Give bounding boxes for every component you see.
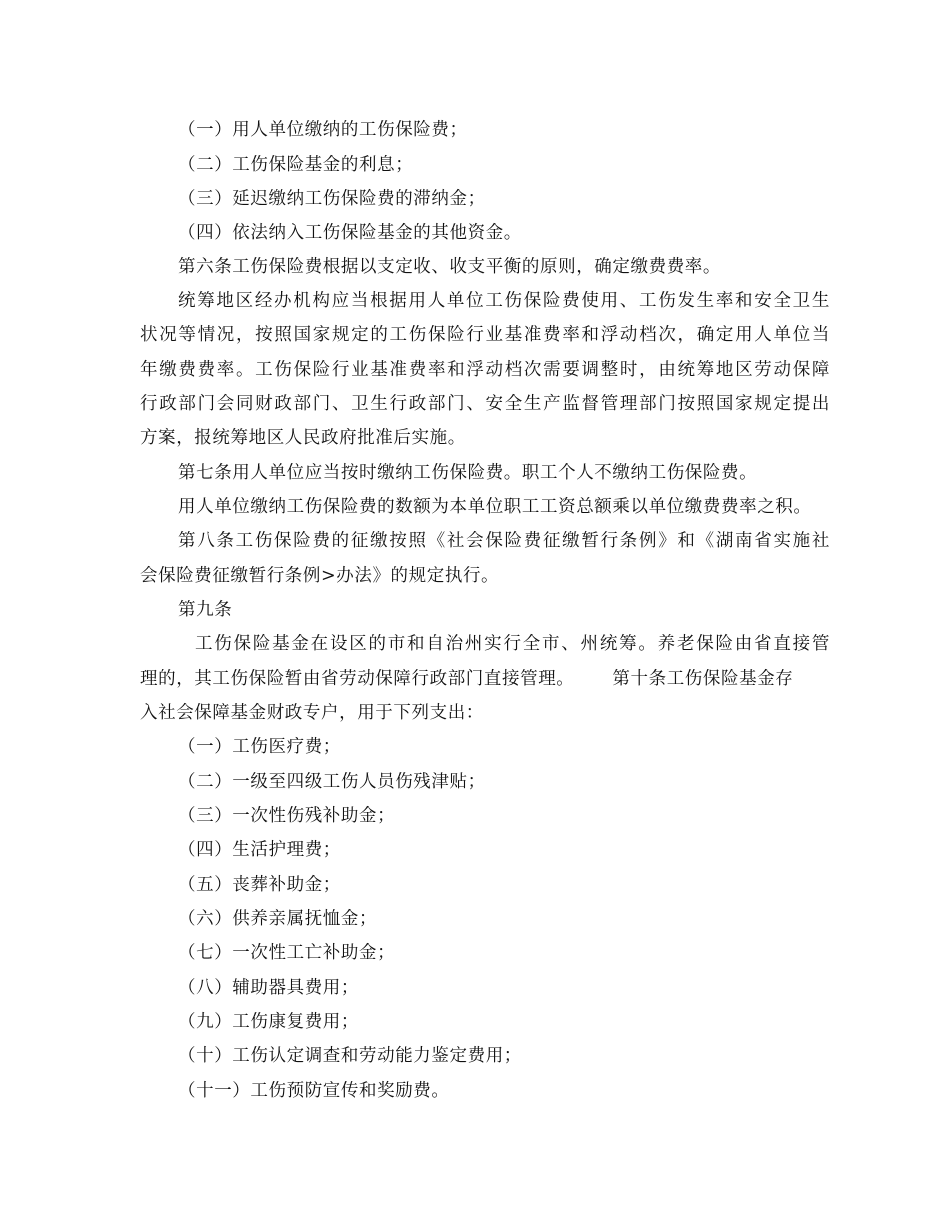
article-8-line: 第八条工伤保险费的征缴按照《社会保险费征缴暂行条例》和《湖南省实施社 xyxy=(178,531,830,551)
article-9-heading: 第九条 xyxy=(178,600,233,620)
paragraph-line-mixed xyxy=(140,667,830,691)
article-9-tail: 理的，其工伤保险暂由省劳动保障行政部门直接管理。 xyxy=(140,669,575,689)
article-10-start: 第十条工伤保险基金存 xyxy=(612,669,794,689)
paragraph-line: 年缴费费率。工伤保险行业基准费率和浮动档次需要调整时，由统筹地区劳动保障 xyxy=(140,360,830,380)
expense-item-8: （八）辅助器具费用； xyxy=(178,978,359,998)
paragraph-line: 入社会保障基金财政专户，用于下列支出： xyxy=(140,703,484,723)
fund-source-item-3: （三）延迟缴纳工伤保险费的滞纳金； xyxy=(178,189,486,209)
fund-source-item-4: （四）依法纳入工伤保险基金的其他资金。 xyxy=(178,223,522,243)
expense-item-1: （一）工伤医疗费； xyxy=(178,737,341,757)
paragraph-line: 统筹地区经办机构应当根据用人单位工伤保险费使用、工伤发生率和安全卫生 xyxy=(178,291,830,311)
expense-item-7: （七）一次性工亡补助金； xyxy=(178,943,396,963)
expense-item-10: （十）工伤认定调查和劳动能力鉴定费用； xyxy=(178,1046,522,1066)
paragraph-line: 行政部门会同财政部门、卫生行政部门、安全生产监督管理部门按照国家规定提出 xyxy=(140,394,830,414)
expense-item-4: （四）生活护理费； xyxy=(178,840,341,860)
article-6-line: 第六条工伤保险费根据以支定收、收支平衡的原则，确定缴费费率。 xyxy=(178,257,721,277)
expense-item-3: （三）一次性伤残补助金； xyxy=(178,806,396,826)
paragraph-line: 用人单位缴纳工伤保险费的数额为本单位职工工资总额乘以单位缴费费率之积。 xyxy=(178,497,812,517)
fund-source-item-1: （一）用人单位缴纳的工伤保险费； xyxy=(178,120,468,140)
paragraph-line: 方案，报统筹地区人民政府批准后实施。 xyxy=(140,428,466,448)
paragraph-line: 工伤保险基金在设区的市和自治州实行全市、州统筹。养老保险由省直接管 xyxy=(195,634,830,654)
fund-source-item-2: （二）工伤保险基金的利息； xyxy=(178,155,414,175)
expense-item-11: （十一）工伤预防宣传和奖励费。 xyxy=(178,1081,450,1101)
expense-item-9: （九）工伤康复费用； xyxy=(178,1012,359,1032)
expense-item-5: （五）丧葬补助金； xyxy=(178,875,341,895)
paragraph-line: 状况等情况，按照国家规定的工伤保险行业基准费率和浮动档次，确定用人单位当 xyxy=(140,325,830,345)
expense-item-2: （二）一级至四级工伤人员伤残津贴； xyxy=(178,772,486,792)
article-7-line: 第七条用人单位应当按时缴纳工伤保险费。职工个人不缴纳工伤保险费。 xyxy=(178,463,758,483)
expense-item-6: （六）供养亲属抚恤金； xyxy=(178,909,378,929)
paragraph-line: 会保险费征缴暂行条例>办法》的规定执行。 xyxy=(140,566,500,586)
